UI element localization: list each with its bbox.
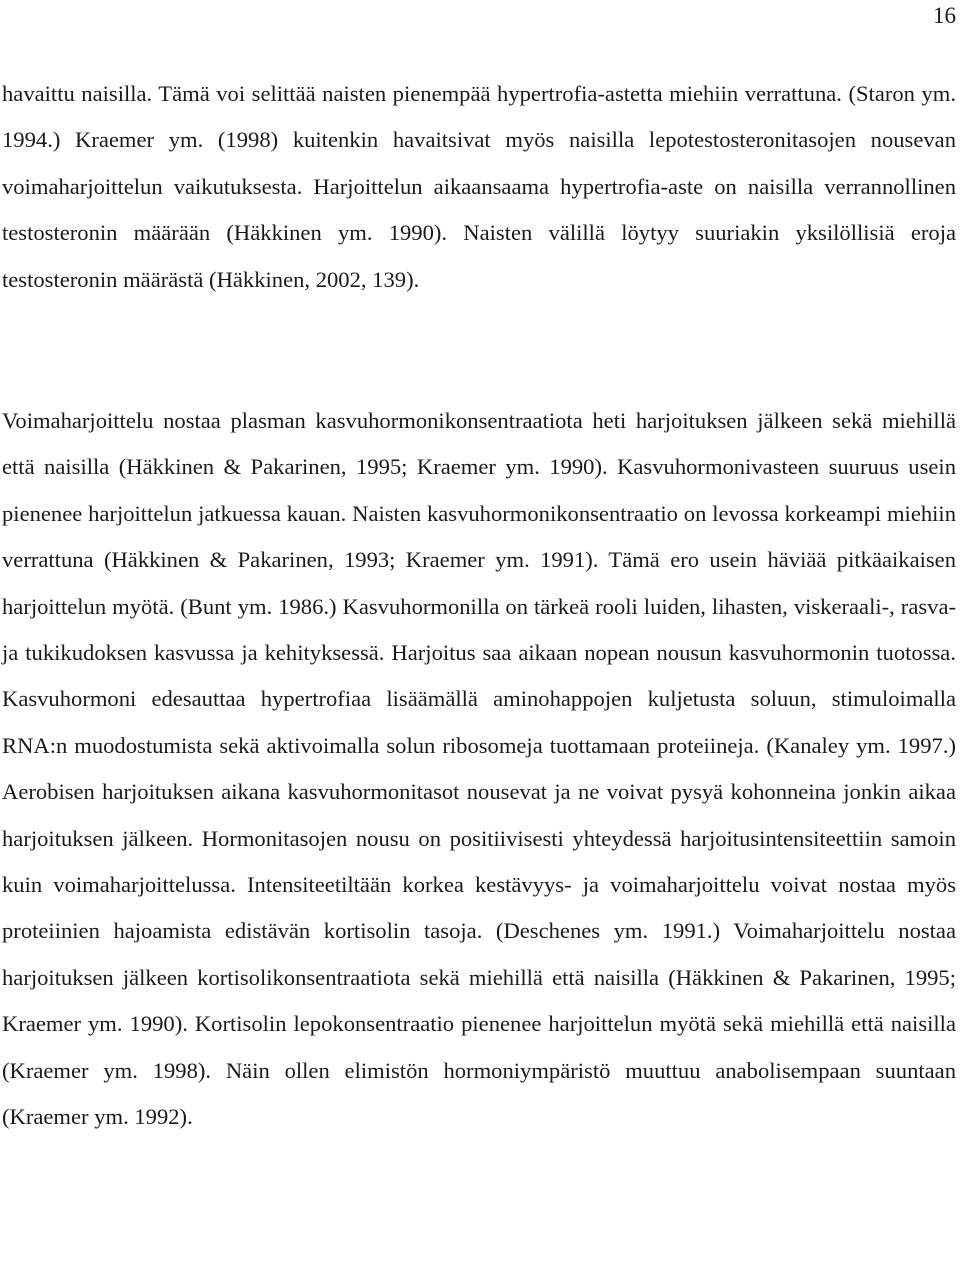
page-number: 16 xyxy=(933,3,956,28)
body-paragraph-2: Voimaharjoittelu nostaa plasman kasvuhormonikonsentraatiota heti harjoituksen jälkeen sekä miehillä että naisilla (Häkkinen & Pakarinen, 1995; Kraemer ym. 1990). Kasvuhormonivasteen suuruus usein pienenee harjoittelun jatkuessa kauan. Naisten kasvuhormonikonsentraatio on levossa korkeampi miehiin verrattuna (Häkkinen & Pakarinen, 1993; Kraemer ym. 1991). Tämä ero usein häviää pitkäaikaisen harjoittelun myötä. (Bunt ym. 1986.) Kasvuhormonilla on tärkeä rooli luiden, lihasten, viskeraali-, rasva- ja tukikudoksen kasvussa ja kehityksessä. Harjoitus saa aikaan nopean nousun kasvuhormonin tuotossa. Kasvuhormoni edesauttaa hypertrofiaa lisäämällä aminohappojen kuljetusta soluun, stimuloimalla RNA:n muodostumista sekä aktivoimalla solun ribosomeja tuottamaan proteiineja. (Kanaley ym. 1997.) Aerobisen harjoituksen aikana kasvuhormonitasot nousevat ja ne voivat pysyä kohonneina jonkin aikaa harjoituksen jälkeen. Hormonitasojen nousu on positiivisesti yhteydessä harjoitusintensiteettiin samoin kuin voimaharjoittelussa. Intensiteetiltään korkea kestävyys- ja voimaharjoittelu voivat nostaa myös proteiinien hajoamista edistävän kortisolin tasoja. (Deschenes ym. 1991.) Voimaharjoittelu nostaa harjoituksen jälkeen kortisolikonsentraatiota sekä miehillä että naisilla (Häkkinen & Pakarinen, 1995; Kraemer ym. 1990). Kortisolin lepokonsentraatio pienenee harjoittelun myötä sekä miehillä että naisilla (Kraemer ym. 1998). Näin ollen elimistön hormoniympäristö muuttuu anabolisempaan suuntaan (Kraemer ym. 1992). xyxy=(2,408,956,1130)
body-paragraph-1: havaittu naisilla. Tämä voi selittää naisten pienempää hypertrofia-astetta miehiin verrattuna. (Staron ym. 1994.) Kraemer ym. (1998) kuitenkin havaitsivat myös naisilla lepotestosteronitasojen nousevan voimaharjoittelun vaikutuksesta. Harjoittelun aikaansaama hypertrofia-aste on naisilla verrannollinen testosteronin määrään (Häkkinen ym. 1990). Naisten välillä löytyy suuriakin yksilöllisiä eroja testosteronin määrästä (Häkkinen, 2002, 139). xyxy=(2,81,956,292)
